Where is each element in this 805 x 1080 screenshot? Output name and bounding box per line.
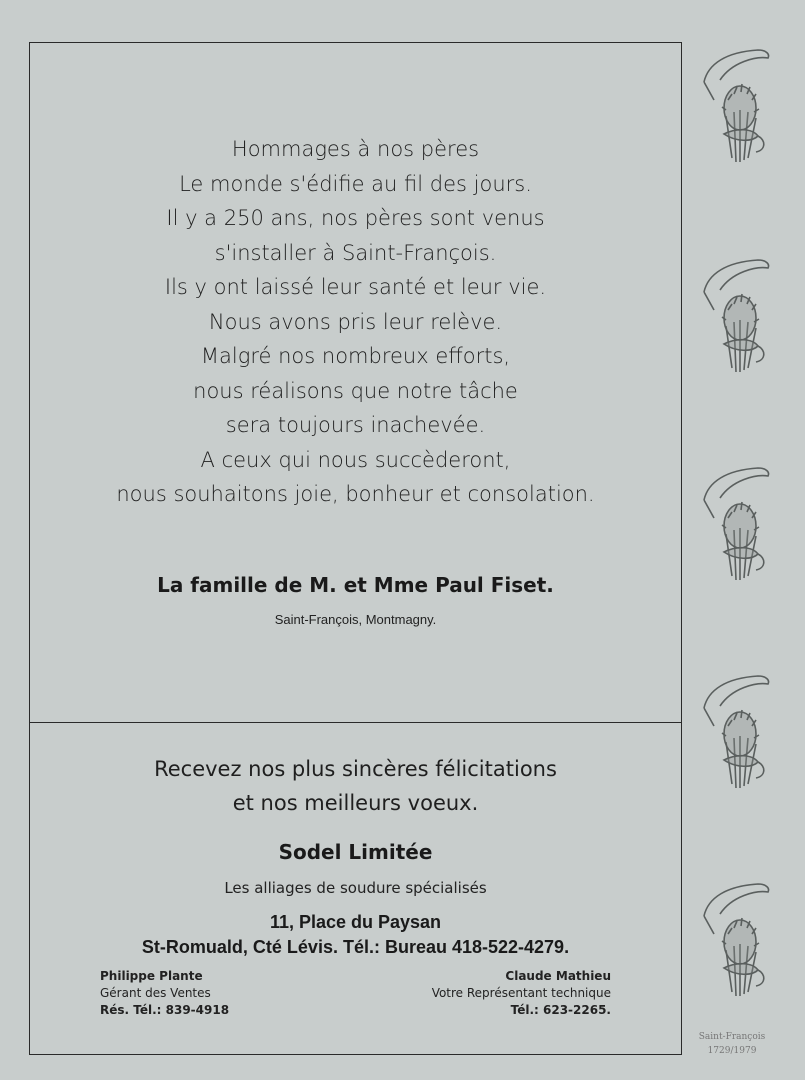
contact-name: Philippe Plante [100,969,203,983]
family-name: La famille de M. et Mme Paul Fiset. [157,573,554,597]
poem-line: sera toujours inachevée. [225,413,486,437]
poem-line: Malgré nos nombreux efforts, [200,344,511,368]
section-divider [29,722,682,723]
poem-line: A ceux qui nous succèderont, [200,447,511,472]
poem-line: Nous avons pris leur relève. [208,309,503,334]
company-name: Sodel Limitée [278,840,433,864]
poem-line: Il y a 250 ans, nos pères sont venus [166,206,545,230]
contact-phone: Tél.: 623-2265. [510,1003,611,1017]
contact-title: Votre Représentant technique [431,986,611,1000]
footer-place: Saint-François [698,1032,766,1042]
wheat-sheaf-sickle-icon [696,668,776,798]
contact-phone: Rés. Tél.: 839-4918 [100,1003,230,1017]
company-address: 11, Place du Paysan [269,912,442,932]
tribute-poem [29,132,682,512]
congratulations-text [29,752,682,820]
poem-line: Le monde s'édifie au fil des jours. [179,171,532,196]
company-city-phone: St-Romuald, Cté Lévis. Tél.: Bureau 418-522-4279. [141,937,570,957]
footer-years: 1729/1979 [707,1046,757,1056]
family-location: Saint-François, Montmagny. [274,612,437,627]
contact-title: Gérant des Ventes [100,986,211,1000]
contact-name: Claude Mathieu [505,969,611,983]
poem-line: Ils y ont laissé leur santé et leur vie. [164,275,547,299]
wheat-sheaf-sickle-icon [696,252,776,382]
contact-technical-rep [432,968,611,1019]
wheat-sheaf-sickle-icon [696,876,776,1006]
wheat-sheaf-sickle-icon [696,42,776,172]
congrats-line: et nos meilleurs voeux. [232,791,479,815]
centennial-mark [692,1030,772,1058]
wheat-sheaf-sickle-icon [696,460,776,590]
poem-line: nous réalisons que notre tâche [193,378,518,403]
poem-line: s'installer à Saint-François. [214,240,497,265]
poem-line: Hommages à nos pères [231,137,480,161]
congrats-line: Recevez nos plus sincères félicitations [154,757,557,781]
contact-sales-manager [100,968,229,1019]
poem-line: nous souhaitons joie, bonheur et consolation. [116,482,595,506]
company-tagline: Les alliages de soudure spécialisés [224,879,487,897]
